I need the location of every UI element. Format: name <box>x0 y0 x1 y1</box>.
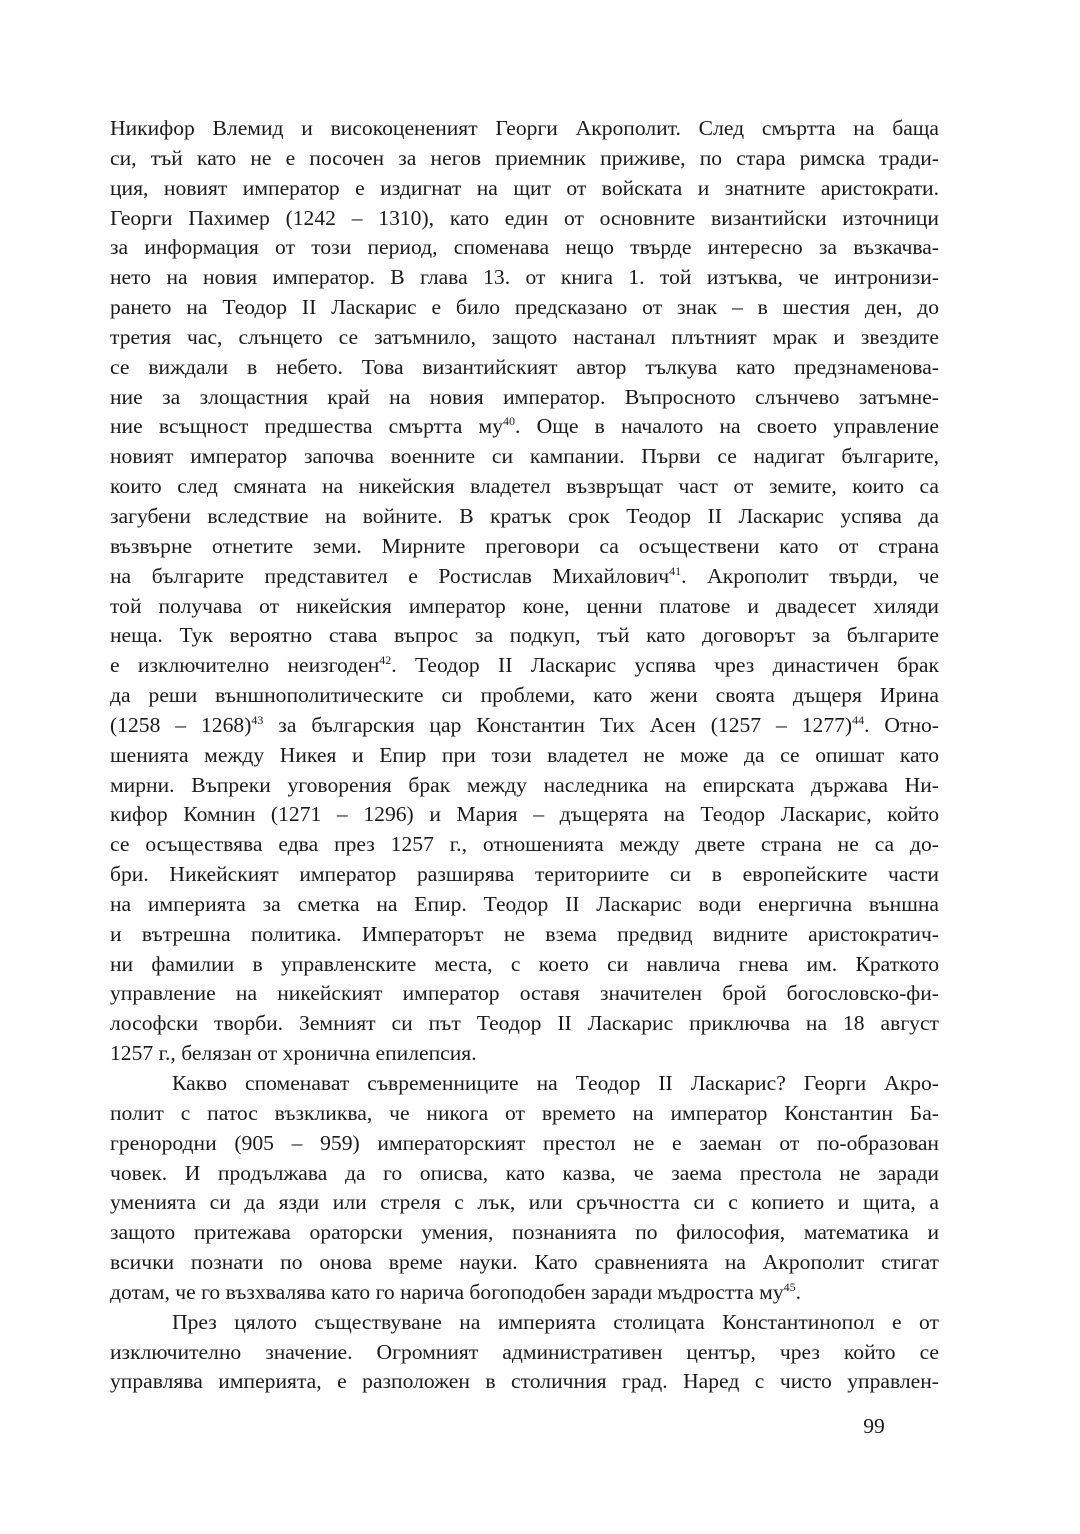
text-line <box>110 532 939 562</box>
text-run: дотам, че го възхвалява като го нарича богоподобен заради мъдростта му <box>110 1279 784 1304</box>
text-run: кифор Комнин (1271 – 1296) и Мария – дъщерята на Теодор Ласкарис, който <box>110 802 939 827</box>
text-run: управление на никейският император оставя значителен брой богословско-фи- <box>110 981 939 1006</box>
text-line <box>110 293 939 323</box>
footnote-ref: 40 <box>503 414 515 429</box>
text-line <box>110 383 939 413</box>
text-run: възвърне отнетите земи. Мирните преговори са осъществени като от страна <box>110 533 939 558</box>
text-run: е изключително неизгоден <box>110 653 380 678</box>
text-line <box>110 1188 939 1218</box>
text-run: Какво споменават съвременниците на Теодор II Ласкарис? Георги Акро- <box>172 1071 939 1095</box>
text-run: той получава от никейския император коне, ценни платове и двадесет хиляди <box>110 593 939 618</box>
text-run: човек. И продължава да го описва, като казва, че заема престола не заради <box>110 1160 939 1185</box>
text-run: защото притежава ораторски умения, познанията по философия, математика и <box>110 1220 939 1245</box>
text-line <box>110 174 939 204</box>
text-run: новият император започва военните си кампании. Първи се надигат българите, <box>110 444 939 469</box>
text-run: ция, новият император е издигнат на щит от войската и знатните аристократи. <box>110 175 939 200</box>
text-line <box>110 592 939 622</box>
text-run: да реши външнополитическите си проблеми, като жени своята дъщеря Ирина <box>110 683 939 708</box>
footnote-ref: 45 <box>783 1279 796 1294</box>
text-line <box>110 353 939 383</box>
text-line <box>110 800 939 830</box>
text-run: бри. Никейският император разширява териториите си в европейските части <box>110 862 939 887</box>
text-run: неща. Тук вероятно става въпрос за подкуп, тъй като договорът за българите <box>110 623 939 648</box>
text-line <box>110 1069 939 1099</box>
text-run: През цялото съществуване на империята столицата Константинопол е от <box>172 1309 939 1334</box>
text-run: нето на новия император. В глава 13. от книга 1. той изтъква, че интронизи- <box>110 265 939 290</box>
text-line <box>110 144 939 174</box>
text-run: полит с патос възкликва, че никога от времето на император Константин Ба- <box>110 1100 939 1125</box>
text-line <box>110 741 939 771</box>
text-line <box>110 860 939 890</box>
text-line <box>110 204 939 234</box>
text-line <box>110 711 939 741</box>
text-line <box>110 562 939 592</box>
footnote-ref: 41 <box>669 563 682 578</box>
text-run: . Акрополит твърди, че <box>681 563 939 588</box>
text-run: шенията между Никея и Епир при този владетел не може да се опишат като <box>110 742 939 767</box>
text-line <box>110 830 939 860</box>
text-run: ние за злощастния край на новия император. Въпросното слънчево затъмне- <box>110 384 939 409</box>
page-number: 99 <box>863 1414 885 1438</box>
text-line <box>110 1009 939 1039</box>
text-line <box>110 979 939 1009</box>
text-run: Никифор Влемид и високоцененият Георги Акрополит. След смъртта на баща <box>110 116 939 140</box>
text-line <box>110 771 939 801</box>
text-line <box>110 502 939 532</box>
footnote-ref: 43 <box>251 712 264 727</box>
text-run: Георги Пахимер (1242 – 1310), като един от основните византийски източници <box>110 205 939 230</box>
text-line <box>110 323 939 353</box>
text-line <box>110 1308 939 1338</box>
footnote-ref: 44 <box>852 712 865 727</box>
text-run: . Отно- <box>864 712 939 737</box>
text-line <box>110 651 939 681</box>
text-line <box>110 890 939 920</box>
text-run: . <box>795 1279 802 1304</box>
text-run: рането на Теодор II Ласкарис е било предсказано от знак – в шестия ден, до <box>110 295 939 320</box>
text-run: . Теодор II Ласкарис успява чрез династичен брак <box>391 653 939 678</box>
text-line <box>110 1129 939 1159</box>
text-run: третия час, слънцето се затъмнило, защото настанал плътният мрак и звездите <box>110 324 939 349</box>
text-line <box>110 442 939 472</box>
text-run: всички познати по онова време науки. Като сравненията на Акрополит стигат <box>110 1250 939 1275</box>
text-line <box>110 681 939 711</box>
text-line <box>110 1338 939 1368</box>
text-run: се осъществява едва през 1257 г., отношенията между двете страна не са до- <box>110 832 939 857</box>
text-run: загубени вследствие на войните. В кратък срок Теодор II Ласкарис успява да <box>110 503 939 528</box>
text-run: лософски творби. Земният си път Теодор II Ласкарис приключва на 18 август <box>110 1011 939 1036</box>
text-line <box>110 920 939 950</box>
text-run: изключително значение. Огромният административен център, чрез който се <box>110 1339 939 1364</box>
text-line <box>110 1159 939 1189</box>
text-line <box>110 1248 939 1278</box>
text-run: и вътрешна политика. Императорът не взема предвид видните аристократич- <box>110 921 939 946</box>
text-run: които след смяната на никейския владетел възвръщат част от земите, които са <box>110 474 939 499</box>
body-text <box>110 114 939 1397</box>
text-line <box>110 1039 939 1069</box>
text-run: управлява империята, е разположен в столичния град. Наред с чисто управлен- <box>110 1369 939 1394</box>
footnote-ref: 42 <box>379 653 392 668</box>
text-run: на българите представител е Ростислав Михайлович <box>110 563 670 588</box>
text-line <box>110 263 939 293</box>
text-run: се виждали в небето. Това византийският автор тълкува като предзнаменова- <box>110 354 939 379</box>
text-line <box>110 114 939 144</box>
text-line <box>110 1099 939 1129</box>
text-run: гренородни (905 – 959) императорският престол не е заеман от по-образован <box>110 1130 939 1155</box>
text-run: уменията си да язди или стреля с лък, или сръчността си с копието и щита, а <box>110 1190 939 1215</box>
text-line <box>110 1218 939 1248</box>
text-run: си, тъй като не е посочен за негов приемник приживе, по стара римска тради- <box>110 145 939 170</box>
text-run: за българския цар Константин Тих Асен (1257 – 1277) <box>263 712 853 737</box>
text-run: за информация от този период, споменава нещо твърде интересно за възкачва- <box>110 235 939 260</box>
text-line <box>110 1367 939 1397</box>
text-run: (1258 – 1268) <box>110 712 252 737</box>
text-run: 1257 г., белязан от хронична епилепсия. <box>110 1041 477 1066</box>
text-line <box>110 472 939 502</box>
text-run: . Още в началото на своето управление <box>515 414 939 439</box>
text-run: на империята за сметка на Епир. Теодор II Ласкарис води енергична външна <box>110 891 939 916</box>
text-line <box>110 621 939 651</box>
text-line <box>110 412 939 442</box>
text-run: ни фамилии в управленските места, с което си навлича гнева им. Краткото <box>110 951 939 976</box>
text-run: мирни. Въпреки уговорения брак между наследника на епирската държава Ни- <box>110 772 939 797</box>
text-line <box>110 950 939 980</box>
text-run: ние всъщност предшества смъртта му <box>110 414 503 439</box>
text-line <box>110 1278 939 1308</box>
text-line <box>110 233 939 263</box>
